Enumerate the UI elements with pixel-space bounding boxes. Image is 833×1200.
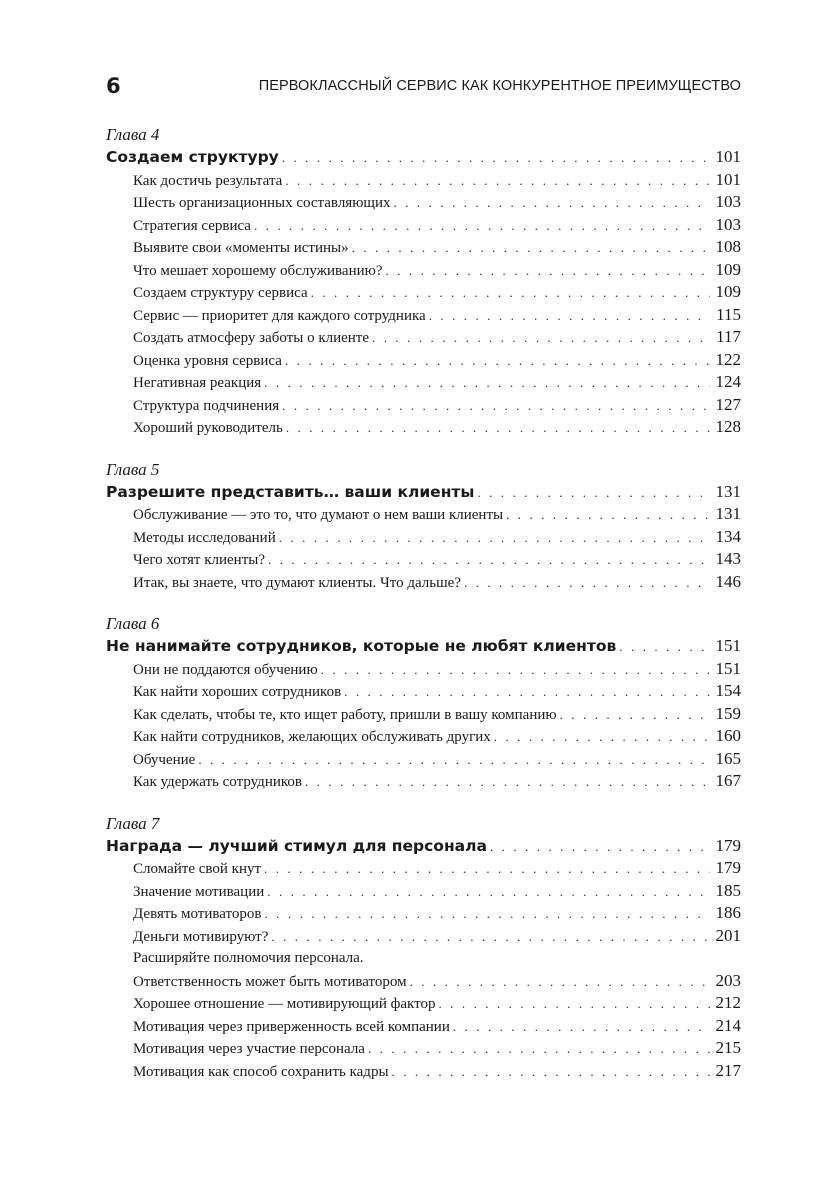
chapter-title: Не нанимайте сотрудников, которые не любят клиентов <box>106 637 617 655</box>
page-ref: 101 <box>715 169 741 189</box>
dot-leader <box>282 395 710 418</box>
page-ref: 131 <box>715 504 741 523</box>
page-ref: 203 <box>715 970 741 990</box>
toc-entry[interactable] <box>106 169 741 192</box>
entry-title: Как найти сотрудников, желающих обслуживать других <box>133 729 491 745</box>
dot-leader <box>429 305 710 328</box>
page-ref: 143 <box>715 549 741 568</box>
toc-entry[interactable] <box>106 214 741 237</box>
page-header <box>106 72 741 102</box>
entry-title: Обслуживание — это то, что думают о нем ваши клиенты <box>133 507 504 523</box>
entry-title: Значение мотивации <box>133 883 265 900</box>
page-ref: 151 <box>715 658 741 678</box>
chapter-6 <box>106 613 741 793</box>
page-ref: 201 <box>715 925 741 945</box>
page-ref: 103 <box>715 214 741 234</box>
dot-leader <box>198 749 710 772</box>
dot-leader <box>560 704 710 727</box>
chapter-title: Создаем структуру <box>106 148 279 166</box>
entry-title: Как достичь результата <box>133 172 283 189</box>
entry-title: Мотивация через приверженность всей компании <box>133 1018 450 1035</box>
entry-title: Они не поддаются обучению <box>133 661 318 678</box>
entry-title: Хорошее отношение — мотивирующий фактор <box>133 996 436 1012</box>
toc-entry-two-line[interactable] <box>106 947 741 992</box>
toc-entry[interactable] <box>106 1037 741 1060</box>
toc-entry[interactable] <box>106 925 741 948</box>
entry-title: Шесть организационных составляющих <box>133 195 391 211</box>
toc-entry[interactable] <box>106 680 741 703</box>
toc-entry[interactable] <box>106 349 741 372</box>
chapter-7 <box>106 813 741 1083</box>
page-ref: 160 <box>715 726 741 745</box>
page-ref: 108 <box>715 237 741 256</box>
entry-title: Что мешает хорошему обслуживанию? <box>133 262 383 279</box>
page-ref: 167 <box>715 771 741 790</box>
toc-entry[interactable] <box>106 416 741 439</box>
dot-leader <box>494 726 710 749</box>
toc-entry[interactable] <box>106 1060 741 1083</box>
toc-entry[interactable] <box>106 503 741 526</box>
page-ref: 127 <box>715 394 741 414</box>
entry-title: Мотивация как способ сохранить кадры <box>133 1063 389 1080</box>
toc-entry[interactable] <box>106 548 741 571</box>
dot-leader <box>410 971 710 994</box>
dot-leader <box>271 926 710 949</box>
toc-entry[interactable] <box>106 571 741 594</box>
entry-title: Обучение <box>133 751 196 768</box>
page-ref: 134 <box>715 526 741 546</box>
entry-title-line2-row <box>133 970 741 993</box>
toc-entry[interactable] <box>106 880 741 903</box>
dot-leader <box>386 260 711 283</box>
toc-entry[interactable] <box>106 526 741 549</box>
dot-leader <box>286 417 710 440</box>
toc-entry[interactable] <box>106 770 741 793</box>
toc-entry[interactable] <box>106 703 741 726</box>
toc-entry[interactable] <box>106 1015 741 1038</box>
entry-title: Девять мотиваторов <box>133 906 262 922</box>
entry-title: Сломайте свой кнут <box>133 861 262 877</box>
toc-entry[interactable] <box>106 857 741 880</box>
dot-leader <box>619 636 710 659</box>
entry-title: Выявите свои «моменты истины» <box>133 240 349 256</box>
page-ref: 186 <box>715 903 741 922</box>
page-ref: 131 <box>715 481 741 501</box>
toc-entry[interactable] <box>106 326 741 349</box>
table-of-contents <box>106 124 741 1102</box>
page-ref: 185 <box>715 880 741 900</box>
page-ref: 109 <box>715 282 741 301</box>
toc-entry[interactable] <box>106 371 741 394</box>
entry-title: Создаем структуру сервиса <box>133 285 308 301</box>
page-ref: 103 <box>715 192 741 211</box>
page-ref: 117 <box>716 327 741 346</box>
dot-leader <box>254 215 710 238</box>
toc-entry[interactable] <box>106 725 741 748</box>
chapter-label: Глава 5 <box>106 459 160 479</box>
dot-leader <box>267 881 710 904</box>
dot-leader <box>321 659 710 682</box>
page-ref: 151 <box>715 636 741 655</box>
entry-title: Стратегия сервиса <box>133 217 251 234</box>
entry-title: Сервис — приоритет для каждого сотрудника <box>133 307 426 324</box>
dot-leader <box>438 993 710 1016</box>
page-ref: 179 <box>715 835 741 855</box>
dot-leader <box>344 681 710 704</box>
page-ref: 179 <box>715 858 741 877</box>
entry-title: Методы исследований <box>133 529 276 546</box>
dot-leader <box>506 504 710 527</box>
toc-entry[interactable] <box>106 394 741 417</box>
page-ref: 101 <box>715 147 741 166</box>
entry-title: Как найти хороших сотрудников <box>133 684 342 700</box>
page-ref: 115 <box>716 304 741 324</box>
chapter-title-row[interactable] <box>106 835 741 858</box>
chapter-5 <box>106 459 741 594</box>
entry-title: Как удержать сотрудников <box>133 774 302 790</box>
toc-entry[interactable] <box>106 259 741 282</box>
dot-leader <box>352 237 710 260</box>
page-ref: 215 <box>715 1038 741 1057</box>
chapter-title-row[interactable] <box>106 481 741 504</box>
dot-leader <box>368 1038 710 1061</box>
toc-entry[interactable] <box>106 281 741 304</box>
chapter-title-row[interactable] <box>106 635 741 658</box>
page-number: 6 <box>106 74 121 98</box>
page-ref: 154 <box>715 681 741 700</box>
dot-leader <box>282 147 710 170</box>
dot-leader <box>305 771 710 794</box>
entry-title: Как сделать, чтобы те, кто ищет работу, пришли в вашу компанию <box>133 706 557 723</box>
entry-title: Оценка уровня сервиса <box>133 352 282 369</box>
dot-leader <box>285 350 710 373</box>
toc-entry[interactable] <box>106 304 741 327</box>
dot-leader <box>372 327 710 350</box>
dot-leader <box>264 372 710 395</box>
entry-title: Деньги мотивируют? <box>133 928 269 945</box>
dot-leader <box>279 527 710 550</box>
page-ref: 122 <box>715 349 741 369</box>
entry-title: Структура подчинения <box>133 397 280 414</box>
dot-leader <box>264 858 710 881</box>
toc-entry[interactable] <box>106 236 741 259</box>
page-ref: 109 <box>715 259 741 279</box>
dot-leader <box>394 192 711 215</box>
chapter-4 <box>106 124 741 439</box>
toc-entry[interactable] <box>106 992 741 1015</box>
running-title: ПЕРВОКЛАССНЫЙ СЕРВИС КАК КОНКУРЕНТНОЕ ПРЕИМУЩЕСТВО <box>258 78 741 94</box>
dot-leader <box>392 1061 710 1084</box>
dot-leader <box>464 572 710 595</box>
entry-title-line1: Расширяйте полномочия персонала. <box>133 950 364 966</box>
entry-title-line2: Ответственность может быть мотиватором <box>133 973 407 990</box>
page-ref: 214 <box>715 1015 741 1035</box>
dot-leader <box>311 282 710 305</box>
page-ref: 146 <box>715 571 741 591</box>
toc-entry[interactable] <box>106 748 741 771</box>
entry-title: Негативная реакция <box>133 375 262 391</box>
toc-entry[interactable] <box>106 658 741 681</box>
page-ref: 165 <box>715 748 741 768</box>
dot-leader <box>264 903 710 926</box>
entry-title: Мотивация через участие персонала <box>133 1041 365 1057</box>
dot-leader <box>490 836 710 859</box>
chapter-title: Награда — лучший стимул для персонала <box>106 836 487 855</box>
entry-title: Создать атмосферу заботы о клиенте <box>133 330 370 346</box>
toc-entry[interactable] <box>106 191 741 214</box>
page-ref: 159 <box>715 703 741 723</box>
chapter-title-row[interactable] <box>106 146 741 169</box>
entry-title: Хороший руководитель <box>133 420 283 436</box>
entry-title: Чего хотят клиенты? <box>133 552 266 568</box>
dot-leader <box>285 170 710 193</box>
chapter-label: Глава 6 <box>106 614 160 633</box>
chapter-label: Глава 7 <box>106 813 160 833</box>
page-ref: 212 <box>715 993 741 1012</box>
dot-leader <box>268 549 710 572</box>
toc-entry[interactable] <box>106 902 741 925</box>
page-ref: 124 <box>715 372 741 391</box>
dot-leader <box>477 482 710 505</box>
entry-title: Итак, вы знаете, что думают клиенты. Что дальше? <box>133 574 461 591</box>
dot-leader <box>453 1016 710 1039</box>
page-ref: 217 <box>715 1060 741 1080</box>
chapter-label: Глава 4 <box>106 125 160 144</box>
page-ref: 128 <box>715 417 741 436</box>
chapter-title: Разрешите представить… ваши клиенты <box>106 482 475 501</box>
